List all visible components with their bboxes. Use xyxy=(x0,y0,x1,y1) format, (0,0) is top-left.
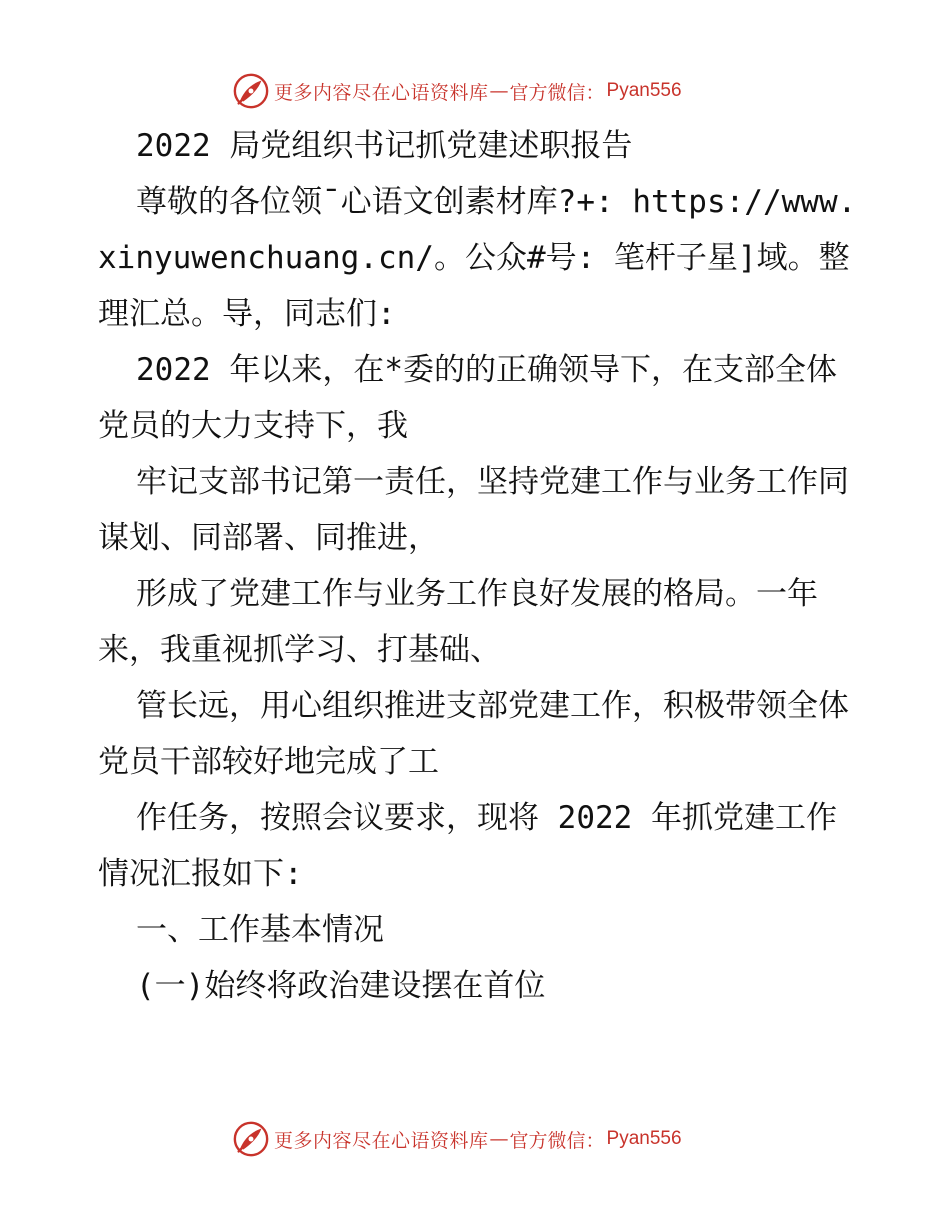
banner-wechat-id: Pyan556 xyxy=(606,80,682,101)
banner-wechat-id: Pyan556 xyxy=(606,1128,682,1149)
paragraph-2: 牢记支部书记第一责任，坚持党建工作与业务工作同谋划、同部署、同推进， xyxy=(98,464,849,556)
paragraph-5: 作任务，按照会议要求，现将 2022 年抓党建工作情况汇报如下: xyxy=(98,800,837,892)
document-body xyxy=(98,118,858,1014)
banner-official-label: 官方微信： xyxy=(509,1129,605,1152)
paragraph-1: 2022 年以来，在*委的的正确领导下，在支部全体党员的大力支持下，我 xyxy=(98,352,837,444)
subsection-heading: (一)始终将政治建设摆在首位 xyxy=(136,968,546,1004)
banner-official-label: 官方微信： xyxy=(509,81,605,104)
banner-brand-text: 更多内容尽在心语资料库 xyxy=(274,81,489,104)
paragraph-4: 管长远，用心组织推进支部党建工作，积极带领全体党员干部较好地完成了工 xyxy=(98,688,849,780)
header-banner xyxy=(232,71,682,111)
banner-dash: — xyxy=(489,80,509,102)
paragraph-3: 形成了党建工作与业务工作良好发展的格局。一年来，我重视抓学习、打基础、 xyxy=(98,576,818,668)
banner-dash: — xyxy=(489,1128,509,1150)
pen-nib-logo-icon xyxy=(232,72,270,110)
section-heading: 一、工作基本情况 xyxy=(136,912,384,948)
paragraph-salutation: 尊敬的各位领¯心语文创素材库?+: https://www.xinyuwenchuang.cn/。公众#号: 笔杆子星]域。整理汇总。导，同志们: xyxy=(98,184,857,332)
banner-brand-text: 更多内容尽在心语资料库 xyxy=(274,1129,489,1152)
footer-banner xyxy=(232,1119,682,1159)
document-title: 2022 局党组织书记抓党建述职报告 xyxy=(136,128,633,164)
pen-nib-logo-icon xyxy=(232,1120,270,1158)
